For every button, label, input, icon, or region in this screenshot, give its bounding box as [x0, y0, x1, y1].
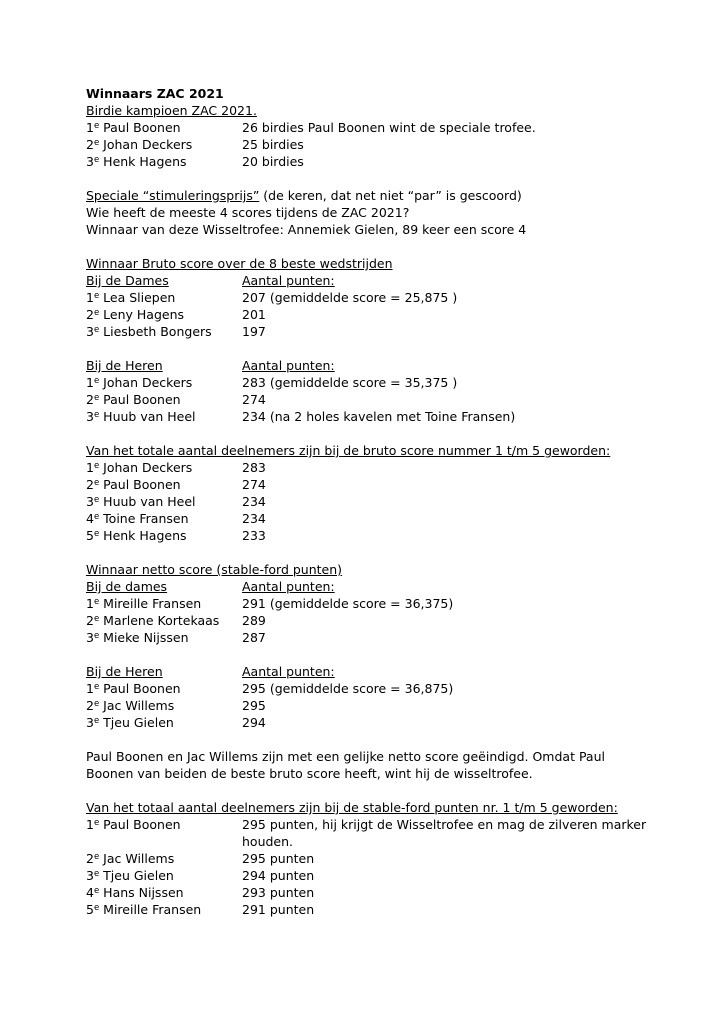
rank-name: 3e Liesbeth Bongers: [86, 324, 212, 339]
rank-value: 197: [242, 324, 266, 339]
rank-name: 1e Lea Sliepen: [86, 290, 176, 305]
bruto-heren-row: [86, 374, 686, 391]
rank-value: 294 punten: [242, 868, 315, 883]
netto-dames-row: [86, 612, 686, 629]
speciale-heading: Speciale “stimuleringsprijs” (de keren, dat net niet “par” is gescoord): [86, 188, 522, 203]
rank-name: 2e Paul Boonen: [86, 477, 181, 492]
bruto-dames-header: [86, 272, 686, 289]
rank-value: 283: [242, 460, 266, 475]
rank-value: 234: [242, 494, 266, 509]
rank-value: 283 (gemiddelde score = 35,375 ): [242, 375, 458, 390]
netto-dames-row: [86, 629, 686, 646]
bruto-heren-row: [86, 408, 686, 425]
rank-value: 291 (gemiddelde score = 36,375): [242, 596, 454, 611]
netto-heren-row: [86, 680, 686, 697]
netto-totaal-row: [86, 901, 686, 918]
column-label: Aantal punten:: [242, 273, 335, 288]
rank-value: 234: [242, 511, 266, 526]
netto-heren-row: [86, 714, 686, 731]
rank-name: 5e Mireille Fransen: [86, 902, 202, 917]
rank-value: 201: [242, 307, 266, 322]
rank-value: 287: [242, 630, 266, 645]
birdie-row: [86, 119, 686, 136]
rank-name: 3e Henk Hagens: [86, 154, 187, 169]
bruto-totaal-row: [86, 459, 686, 476]
bruto-dames-row: [86, 323, 686, 340]
netto-dames-row: [86, 595, 686, 612]
rank-value: 25 birdies: [242, 137, 304, 152]
bruto-heren-row: [86, 391, 686, 408]
rank-name: 3e Tjeu Gielen: [86, 868, 174, 883]
rank-name: 5e Henk Hagens: [86, 528, 187, 543]
rank-name: 1e Mireille Fransen: [86, 596, 202, 611]
rank-value: 295 punten, hij krijgt de Wisseltrofee en mag de zilveren marker houden.: [242, 817, 647, 849]
column-label: Aantal punten:: [242, 358, 335, 373]
rank-value: 274: [242, 392, 266, 407]
rank-name: 3e Mieke Nijssen: [86, 630, 189, 645]
netto-totaal-row: [86, 867, 686, 884]
rank-value: 234 (na 2 holes kavelen met Toine Fransen): [242, 409, 516, 424]
rank-value: 233: [242, 528, 266, 543]
birdie-heading: Birdie kampioen ZAC 2021.: [86, 103, 257, 118]
rank-name: 4e Hans Nijssen: [86, 885, 184, 900]
rank-name: 1e Paul Boonen: [86, 817, 181, 832]
rank-value: 294: [242, 715, 266, 730]
bruto-heren-header: [86, 357, 686, 374]
group-label: Bij de Heren: [86, 358, 163, 373]
netto-heren-header: [86, 663, 686, 680]
speciale-winner: Winnaar van deze Wisseltrofee: Annemiek Gielen, 89 keer een score 4: [86, 222, 527, 237]
netto-totaal-row: [86, 884, 686, 901]
netto-totaal-row: [86, 850, 686, 867]
bruto-totaal-row: [86, 476, 686, 493]
rank-name: 2e Paul Boonen: [86, 392, 181, 407]
group-label: Bij de dames: [86, 579, 168, 594]
document-content: [86, 85, 686, 918]
rank-value: 20 birdies: [242, 154, 304, 169]
column-label: Aantal punten:: [242, 664, 335, 679]
rank-name: 2e Leny Hagens: [86, 307, 185, 322]
bruto-totaal-heading: Van het totale aantal deelnemers zijn bij de bruto score nummer 1 t/m 5 geworden:: [86, 443, 611, 458]
rank-name: 2e Jac Willems: [86, 698, 175, 713]
rank-name: 2e Marlene Kortekaas: [86, 613, 220, 628]
speciale-question: Wie heeft de meeste 4 scores tijdens de ZAC 2021?: [86, 205, 410, 220]
rank-value: 295 punten: [242, 851, 315, 866]
rank-name: 2e Jac Willems: [86, 851, 175, 866]
rank-value: 289: [242, 613, 266, 628]
bruto-totaal-row: [86, 493, 686, 510]
group-label: Bij de Dames: [86, 273, 169, 288]
column-label: Aantal punten:: [242, 579, 335, 594]
netto-heren-row: [86, 697, 686, 714]
rank-name: 1e Johan Deckers: [86, 460, 193, 475]
page-title: Winnaars ZAC 2021: [86, 86, 224, 101]
rank-name: 3e Huub van Heel: [86, 409, 196, 424]
birdie-row: [86, 153, 686, 170]
rank-value: 295: [242, 698, 266, 713]
bruto-totaal-row: [86, 510, 686, 527]
netto-note: Paul Boonen en Jac Willems zijn met een gelijke netto score geëindigd. Omdat Paul Boonen van beiden de beste bruto score heeft, wint hij de wisseltrofee.: [86, 749, 605, 781]
bruto-heading: Winnaar Bruto score over de 8 beste wedstrijden: [86, 256, 393, 271]
netto-dames-header: [86, 578, 686, 595]
rank-value: 207 (gemiddelde score = 25,875 ): [242, 290, 458, 305]
group-label: Bij de Heren: [86, 664, 163, 679]
rank-value: 291 punten: [242, 902, 315, 917]
netto-heading: Winnaar netto score (stable-ford punten): [86, 562, 343, 577]
rank-name: 2e Johan Deckers: [86, 137, 193, 152]
bruto-dames-row: [86, 289, 686, 306]
rank-name: 4e Toine Fransen: [86, 511, 189, 526]
rank-name: 1e Johan Deckers: [86, 375, 193, 390]
rank-name: 3e Huub van Heel: [86, 494, 196, 509]
bruto-totaal-row: [86, 527, 686, 544]
rank-name: 3e Tjeu Gielen: [86, 715, 174, 730]
birdie-row: [86, 136, 686, 153]
rank-name: 1e Paul Boonen: [86, 681, 181, 696]
rank-value: 293 punten: [242, 885, 315, 900]
netto-totaal-row: [86, 816, 686, 850]
rank-value: 274: [242, 477, 266, 492]
rank-value: 295 (gemiddelde score = 36,875): [242, 681, 454, 696]
rank-value: 26 birdies Paul Boonen wint de speciale trofee.: [242, 120, 536, 135]
bruto-dames-row: [86, 306, 686, 323]
netto-totaal-heading: Van het totaal aantal deelnemers zijn bij de stable-ford punten nr. 1 t/m 5 geworden:: [86, 800, 618, 815]
rank-name: 1e Paul Boonen: [86, 120, 181, 135]
